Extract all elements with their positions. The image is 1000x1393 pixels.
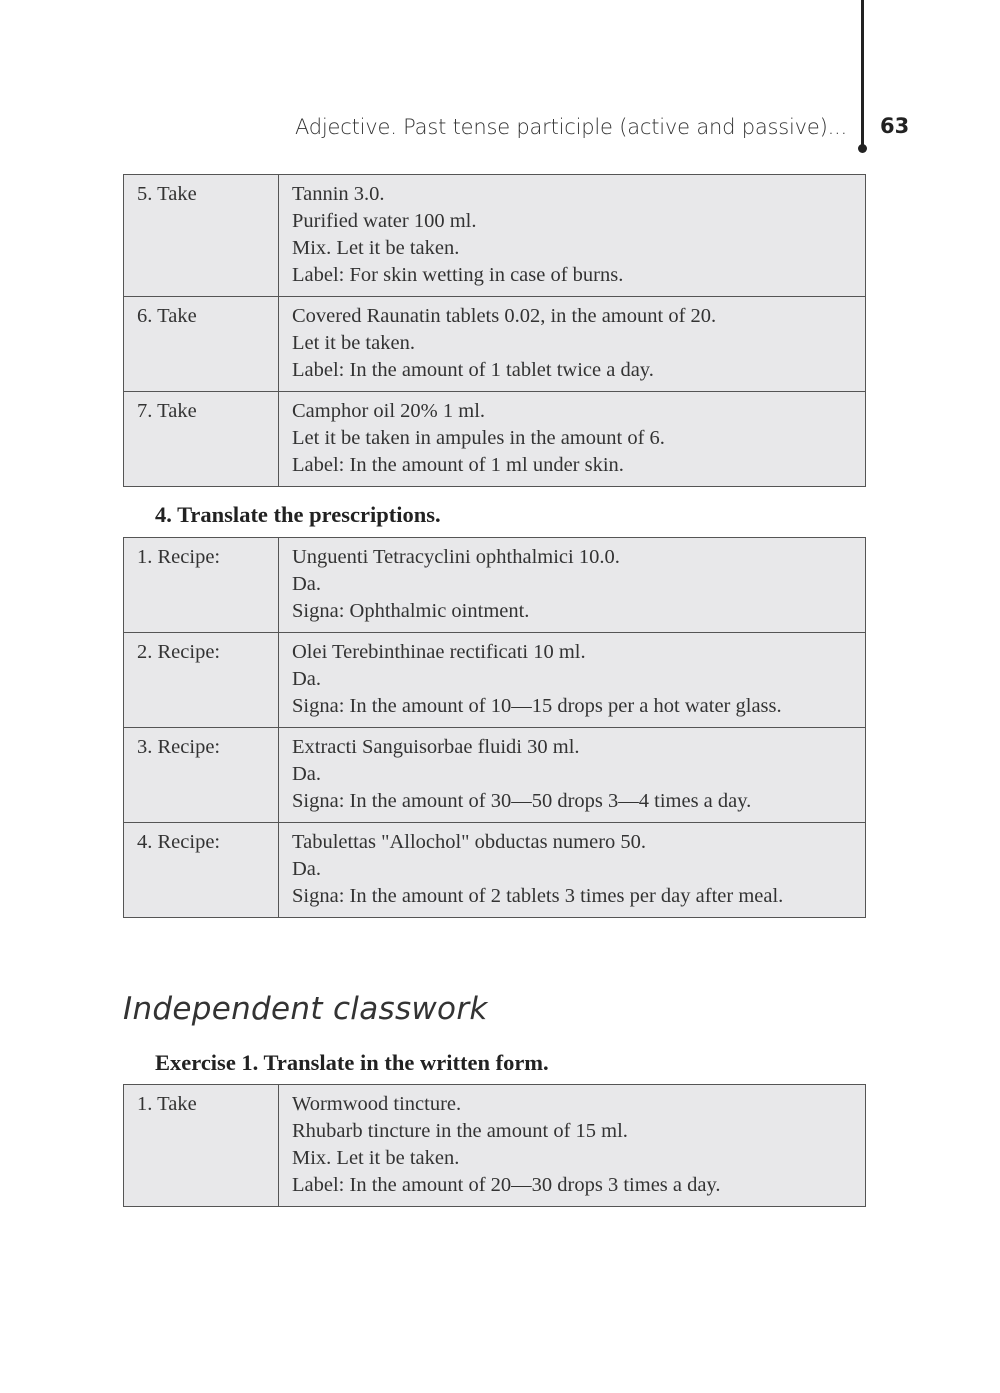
- content-line: Signa: Ophthalmic ointment.: [292, 600, 530, 622]
- table-row: [124, 633, 866, 728]
- row-content: [279, 297, 866, 392]
- running-head: Adjective. Past tense participle (active and passive)...: [294, 115, 847, 139]
- content-line: Da.: [292, 858, 322, 880]
- row-label: 2. Recipe:: [124, 633, 279, 728]
- table-row: [124, 823, 866, 918]
- content-line: Label: For skin wetting in case of burns.: [292, 264, 624, 286]
- section-title: Independent classwork: [123, 991, 488, 1027]
- content-line: Purified water 100 ml.: [292, 210, 477, 232]
- table-row: [124, 728, 866, 823]
- header-rule-dot: [858, 144, 867, 153]
- content-line: Covered Raunatin tablets 0.02, in the amount of 20.: [292, 305, 717, 327]
- table-row: [124, 297, 866, 392]
- row-label: 1. Recipe:: [124, 538, 279, 633]
- content-line: Da.: [292, 573, 322, 595]
- content-line: Extracti Sanguisorbae fluidi 30 ml.: [292, 736, 580, 758]
- row-label: 3. Recipe:: [124, 728, 279, 823]
- content-line: Label: In the amount of 1 ml under skin.: [292, 454, 624, 476]
- row-content: [279, 392, 866, 487]
- section-heading: 4. Translate the prescriptions.: [155, 502, 441, 527]
- content-line: Camphor oil 20% 1 ml.: [292, 400, 486, 422]
- row-content: [279, 1085, 866, 1207]
- prescription-table-2: [123, 537, 866, 918]
- row-label: 7. Take: [124, 392, 279, 487]
- content-line: Signa: In the amount of 30—50 drops 3—4 times a day.: [292, 790, 752, 812]
- table-row: [124, 538, 866, 633]
- content-line: Mix. Let it be taken.: [292, 1147, 460, 1169]
- row-content: [279, 175, 866, 297]
- row-content: [279, 538, 866, 633]
- content-line: Tabulettas "Allochol" obductas numero 50.: [292, 831, 647, 853]
- row-label: 6. Take: [124, 297, 279, 392]
- prescription-table-3: [123, 1084, 866, 1207]
- content-line: Rhubarb tincture in the amount of 15 ml.: [292, 1120, 628, 1142]
- header-vertical-rule: [861, 0, 864, 148]
- prescription-table-1: [123, 174, 866, 487]
- content-line: Unguenti Tetracyclini ophthalmici 10.0.: [292, 546, 620, 568]
- content-line: Da.: [292, 763, 322, 785]
- table-row: [124, 1085, 866, 1207]
- content-line: Signa: In the amount of 2 tablets 3 times per day after meal.: [292, 885, 784, 907]
- content-line: Let it be taken in ampules in the amount of 6.: [292, 427, 665, 449]
- table-row: [124, 175, 866, 297]
- content-line: Olei Terebinthinae rectificati 10 ml.: [292, 641, 586, 663]
- content-line: Let it be taken.: [292, 332, 415, 354]
- content-line: Wormwood tincture.: [292, 1093, 462, 1115]
- content-line: Mix. Let it be taken.: [292, 237, 460, 259]
- row-label: 1. Take: [124, 1085, 279, 1207]
- content-line: Label: In the amount of 1 tablet twice a day.: [292, 359, 654, 381]
- row-content: [279, 633, 866, 728]
- row-label: 4. Recipe:: [124, 823, 279, 918]
- row-label: 5. Take: [124, 175, 279, 297]
- page-number: 63: [880, 114, 910, 138]
- row-content: [279, 728, 866, 823]
- content-line: Tannin 3.0.: [292, 183, 385, 205]
- exercise-heading: Exercise 1. Translate in the written form.: [155, 1050, 549, 1075]
- content-line: Signa: In the amount of 10—15 drops per a hot water glass.: [292, 695, 782, 717]
- content-line: Da.: [292, 668, 322, 690]
- table-row: [124, 392, 866, 487]
- content-line: Label: In the amount of 20—30 drops 3 times a day.: [292, 1174, 721, 1196]
- row-content: [279, 823, 866, 918]
